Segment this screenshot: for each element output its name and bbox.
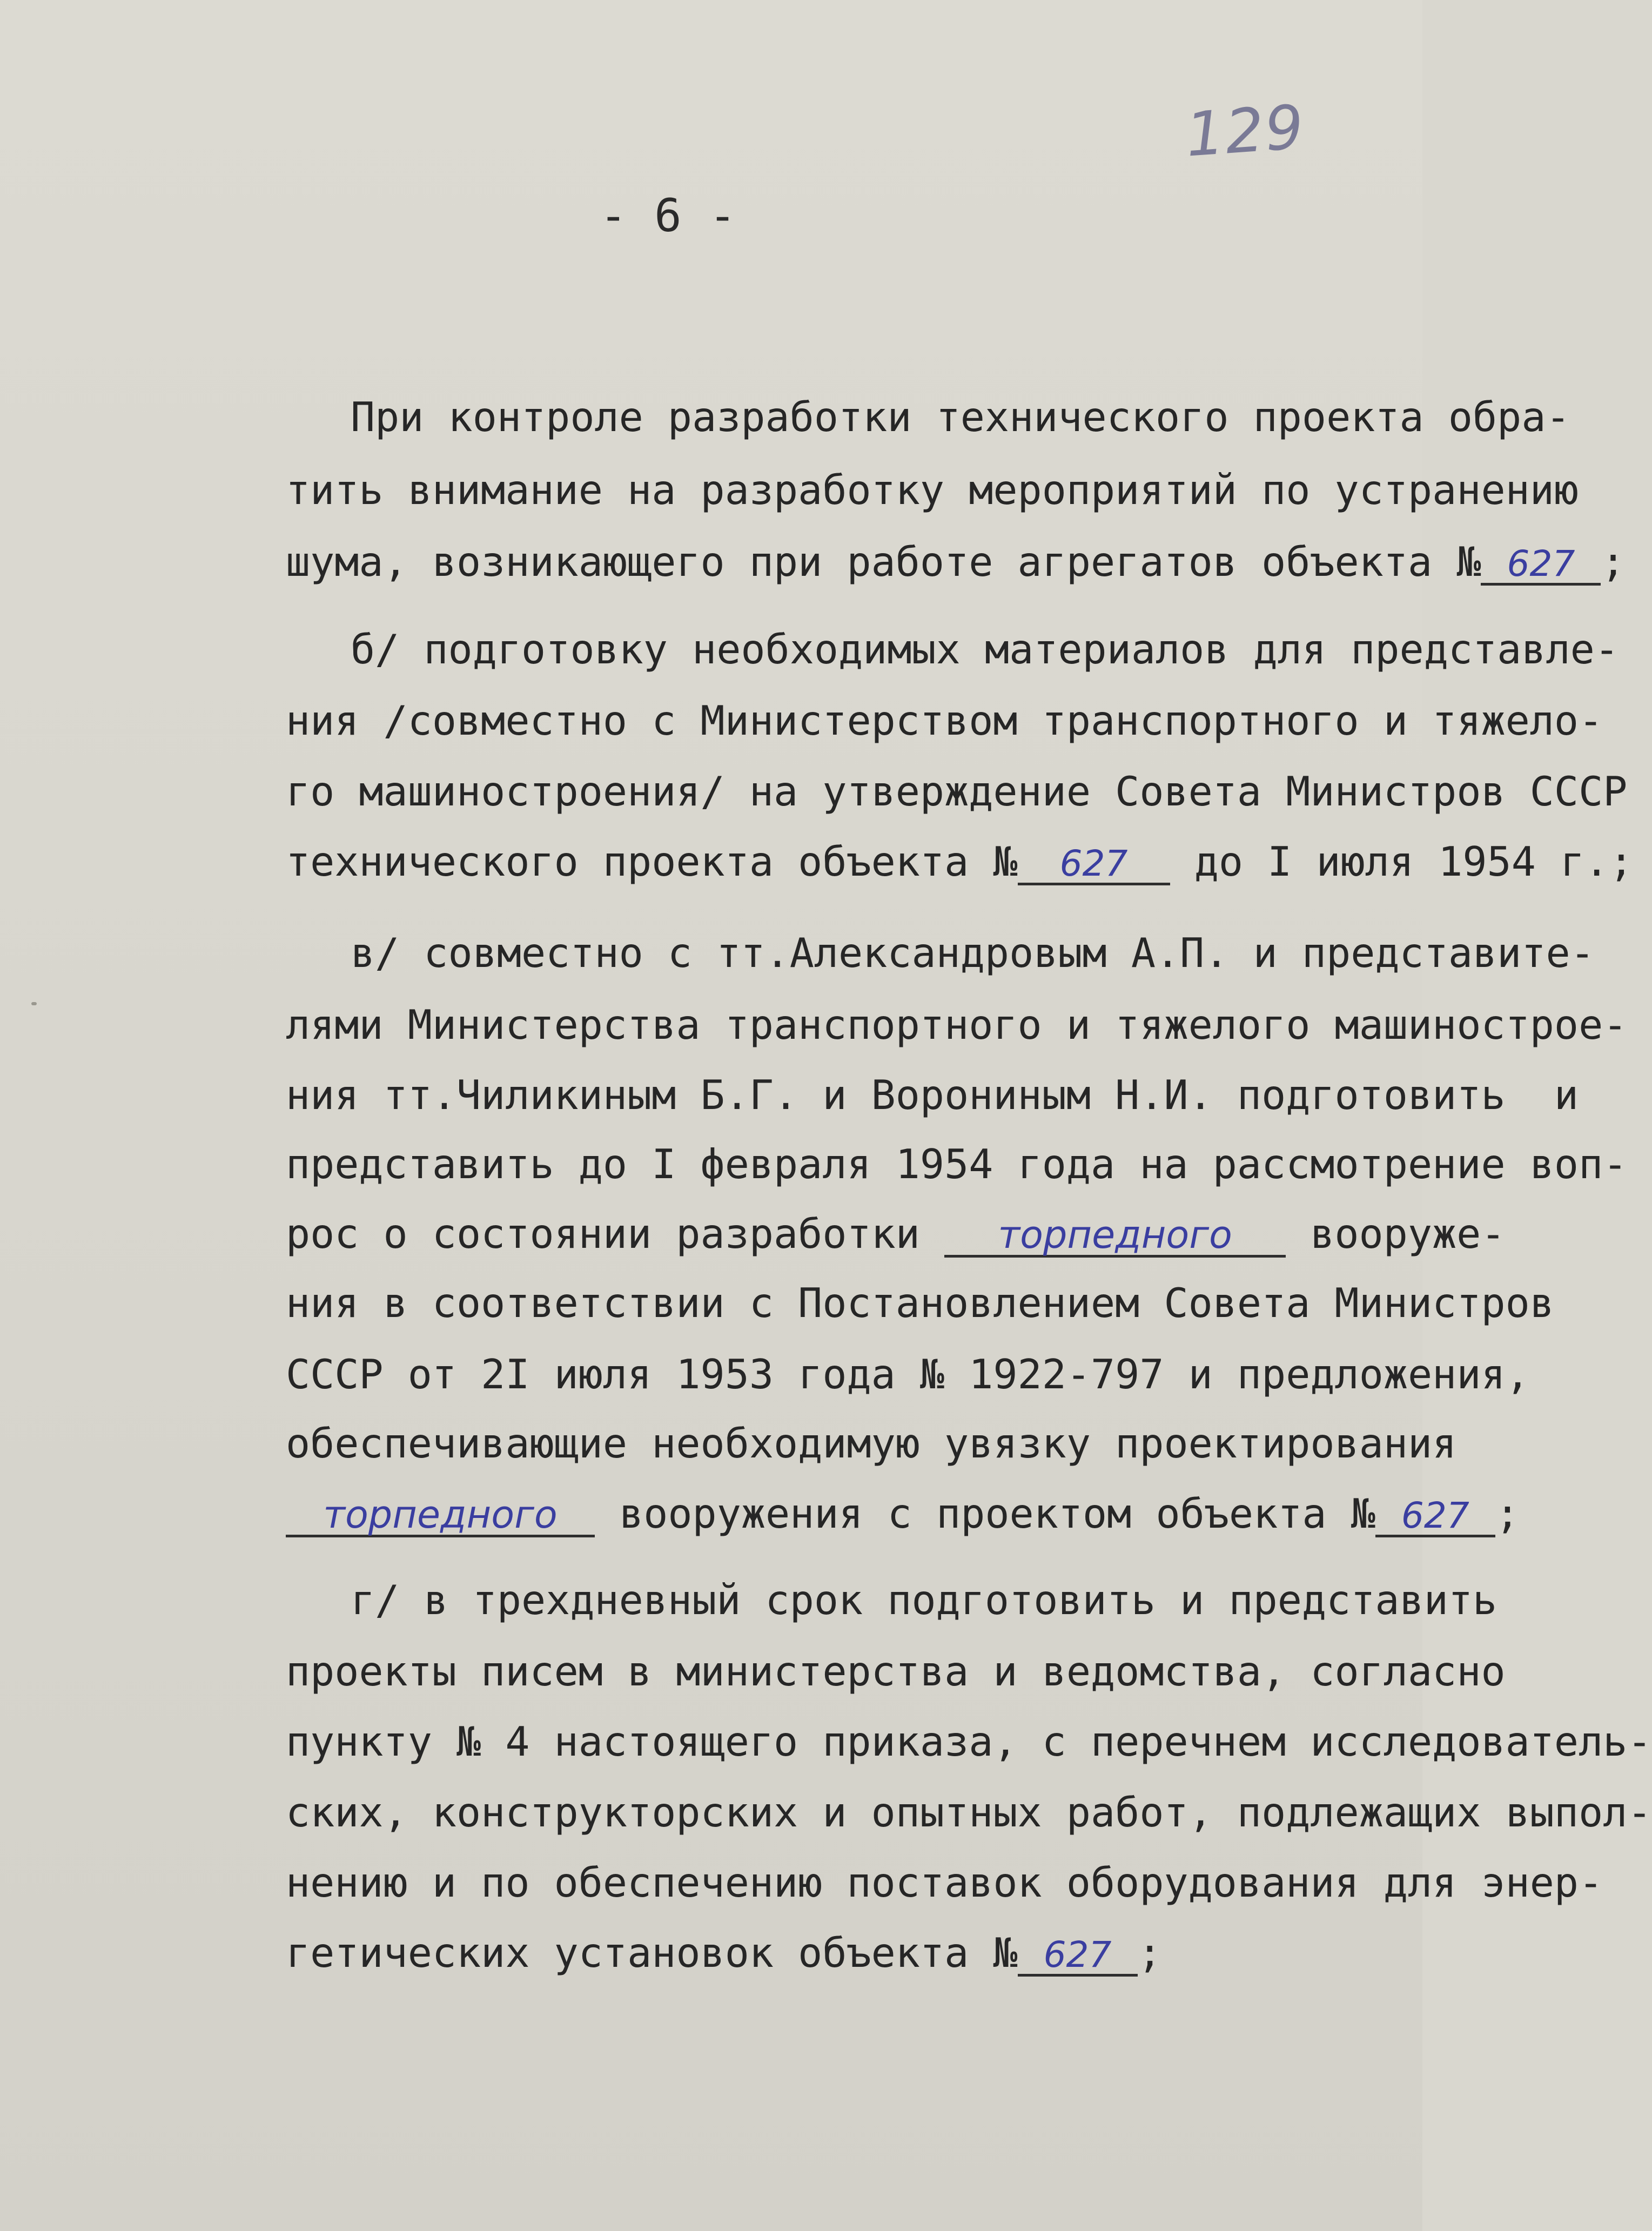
text-line (139, 1892, 1162, 2017)
typed-text: ния тт.Чиликиным Б.Г. и Ворониным Н.И. подготовить и (285, 1071, 1579, 1119)
typed-text: б/ подготовку необходимых материалов для представле- (350, 626, 1619, 673)
typed-text: СССР от 2I июля 1953 года № 1922-797 и предложения, (285, 1350, 1530, 1398)
typed-text: в/ совместно с тт.Александровым А.П. и представите- (350, 929, 1595, 977)
typed-text: шума, возникающего при работе агрегатов объекта № (285, 538, 1481, 586)
handwritten-object-number: 627 (1375, 1498, 1495, 1537)
archive-page-number: 129 (1183, 92, 1307, 171)
typed-text: ния в соответствии с Постановлением Совета Министров (285, 1279, 1554, 1327)
handwritten-weapon-type: торпедного (286, 1496, 595, 1537)
typed-text: ния /совместно с Министерством транспортного и тяжело- (285, 697, 1603, 744)
typed-text: тить внимание на разработку мероприятий по устранению (285, 466, 1579, 514)
typed-text: ; (1495, 1490, 1520, 1537)
typed-text: вооружения с проектом объекта № (594, 1490, 1375, 1537)
typed-text: При контроле разработки технического проекта обра- (350, 393, 1570, 441)
typed-text: го машиностроения/ на утверждение Совета Министров СССР (285, 768, 1628, 815)
handwritten-object-number: 627 (1481, 546, 1601, 586)
typed-text: проекты писем в министерства и ведомства, согласно (285, 1648, 1506, 1695)
typed-text: гетических установок объекта № (285, 1929, 1018, 1977)
page-number: - 6 - (600, 189, 736, 242)
typed-text: ских, конструкторских и опытных работ, подлежащих выпол- (285, 1789, 1652, 1836)
handwritten-weapon-type: торпедного (944, 1216, 1286, 1258)
typed-text: технического проекта объекта № (285, 838, 1018, 885)
margin-mark (31, 1002, 37, 1005)
typed-text: обеспечивающие необходимую увязку проектирования (285, 1420, 1457, 1467)
typed-text: рос о состоянии разработки (285, 1210, 945, 1258)
handwritten-object-number: 627 (1018, 846, 1170, 885)
typed-text: до I июля 1954 г.; (1170, 838, 1634, 885)
typed-text: нению и по обеспечению поставок оборудования для энер- (285, 1859, 1603, 1906)
typed-text: лями Министерства транспортного и тяжелого машинострое- (285, 1001, 1628, 1049)
typed-text: ; (1601, 538, 1626, 586)
typed-text: г/ в трехдневный срок подготовить и представить (350, 1576, 1497, 1624)
typed-text: ; (1137, 1929, 1162, 1977)
typed-text: вооруже- (1286, 1210, 1506, 1258)
typed-text: представить до I февраля 1954 года на рассмотрение воп- (285, 1140, 1628, 1188)
typed-text: пункту № 4 настоящего приказа, с перечнем исследователь- (285, 1718, 1652, 1765)
handwritten-object-number: 627 (1018, 1937, 1138, 1977)
